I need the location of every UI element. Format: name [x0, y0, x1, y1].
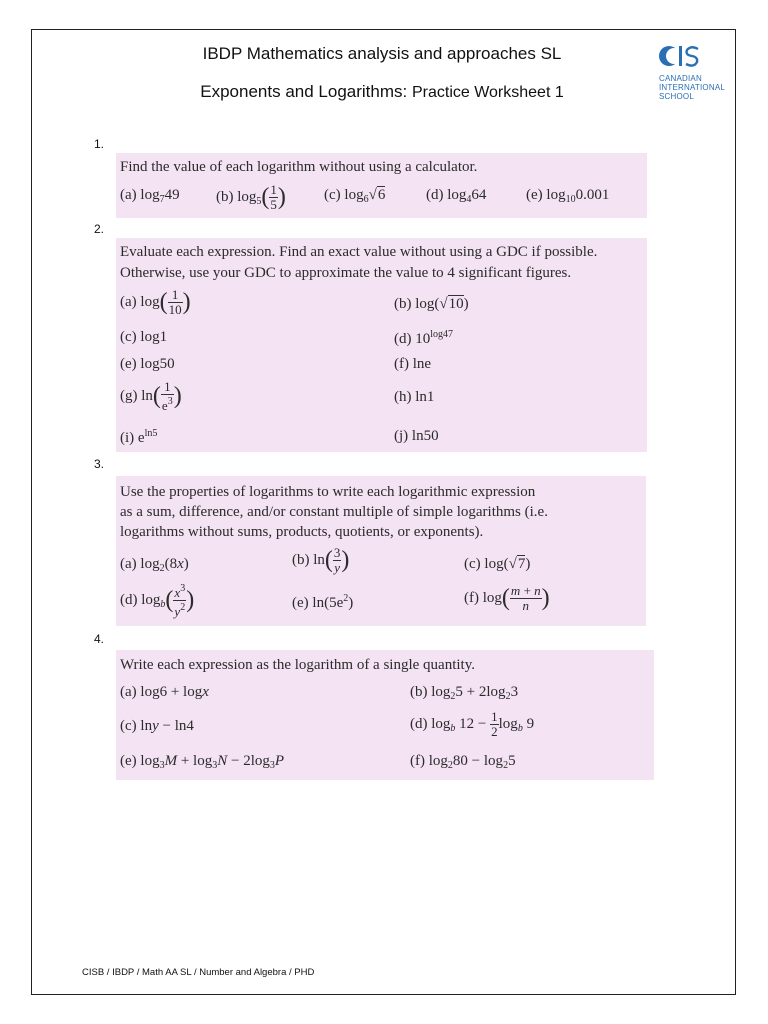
question-2-box [116, 238, 647, 452]
q2-item-h: (h) ln1 [394, 389, 435, 405]
logo-text-2: INTERNATIONAL [659, 83, 726, 92]
q1-item-e: (e) $\log_{10}0.001$ [526, 187, 610, 205]
page-footer: CISB / IBDP / Math AA SL / Number and Algebra / PHD [82, 967, 315, 978]
q2-item-j: (j) ln50 [394, 428, 439, 444]
q3-item-b: (b) ln( $\frac{3}{y}$ ) [292, 545, 350, 575]
school-logo [658, 42, 738, 112]
page-subtitle [0, 82, 766, 102]
question-number: 4. [94, 632, 105, 646]
question-number: 2. [94, 222, 105, 236]
q3-item-e: (e) $\ln(5e^2)$ [292, 593, 354, 611]
question-1-box [116, 153, 647, 218]
q4-item-c: (c) lny − ln4 [120, 718, 194, 734]
q4-item-d: (d) $\log_b 12$ − $\frac{1}{2}$ $\log_b 9$ [410, 709, 535, 739]
q3-instruction-2: as a sum, difference, and/or constant multiple of simple logarithms (i.e. [120, 504, 548, 520]
q4-item-f: (f) $\log_280 - \log_25$ [410, 753, 516, 771]
question-number: 3. [94, 457, 105, 471]
q2-item-i: (i) $e^{ln5}$ [120, 428, 158, 446]
q1-item-d: (d) $\log_464$ [426, 187, 487, 205]
subtitle-main: Exponents and Logarithms: [200, 82, 408, 101]
q3-item-f: (f) log( $\frac{m + n}{n}$ ) [464, 583, 550, 613]
q2-item-b: (b) log(√10) [394, 296, 469, 312]
q3-item-c: (c) log(√7) [464, 556, 531, 572]
q2-item-e: (e) log50 [120, 356, 175, 372]
q4-instruction: Write each expression as the logarithm of a single quantity. [120, 657, 475, 673]
q3-item-d: (d) $\log_b$( $\frac{x^3}{y^2}$ ) [120, 583, 195, 619]
q2-item-d: (d) $10^{log47}$ [394, 329, 454, 347]
q1-item-c: (c) $\log_6√6$ [324, 187, 386, 205]
q3-instruction-1: Use the properties of logarithms to write each logarithmic expression [120, 484, 536, 500]
q2-item-a: (a) log( $\frac{1}{10}$ ) [120, 287, 191, 317]
page-title: IBDP Mathematics analysis and approaches SL [202, 44, 562, 63]
q4-item-a: (a) log6 + logx [120, 684, 209, 700]
q2-instruction-1: Evaluate each expression. Find an exact value without using a GDC if possible. [120, 244, 598, 260]
q3-instruction-3: logarithms without sums, products, quotients, or exponents). [120, 524, 484, 540]
q4-item-b: (b) $\log_25 + 2\log_23$ [410, 684, 519, 702]
q2-instruction-2: Otherwise, use your GDC to approximate the value to 4 significant figures. [120, 265, 572, 281]
q1-item-b: (b) $\log_5$( $\frac{1}{5}$ ) [216, 182, 286, 212]
cis-logo-icon [658, 42, 702, 70]
q3-item-a: (a) $\log_2(8x)$ [120, 556, 189, 574]
logo-text-1: CANADIAN [659, 74, 702, 83]
question-4-box [116, 650, 654, 780]
q2-item-g: (g) ln( $\frac{1}{e^3}$ ) [120, 379, 182, 413]
q1-item-a: (a) $\log_749$ [120, 187, 180, 205]
logo-text-3: SCHOOL [659, 92, 694, 101]
q1-instruction: Find the value of each logarithm without using a calculator. [120, 159, 478, 175]
subtitle-small: Practice Worksheet 1 [411, 84, 564, 101]
q2-item-c: (c) log1 [120, 329, 168, 345]
q2-item-f: (f) lne [394, 356, 432, 372]
question-number: 1. [94, 137, 105, 151]
question-3-box [116, 476, 646, 626]
q4-item-e: (e) $\log_3M + \log_3N - 2\log_3P$ [120, 753, 285, 771]
